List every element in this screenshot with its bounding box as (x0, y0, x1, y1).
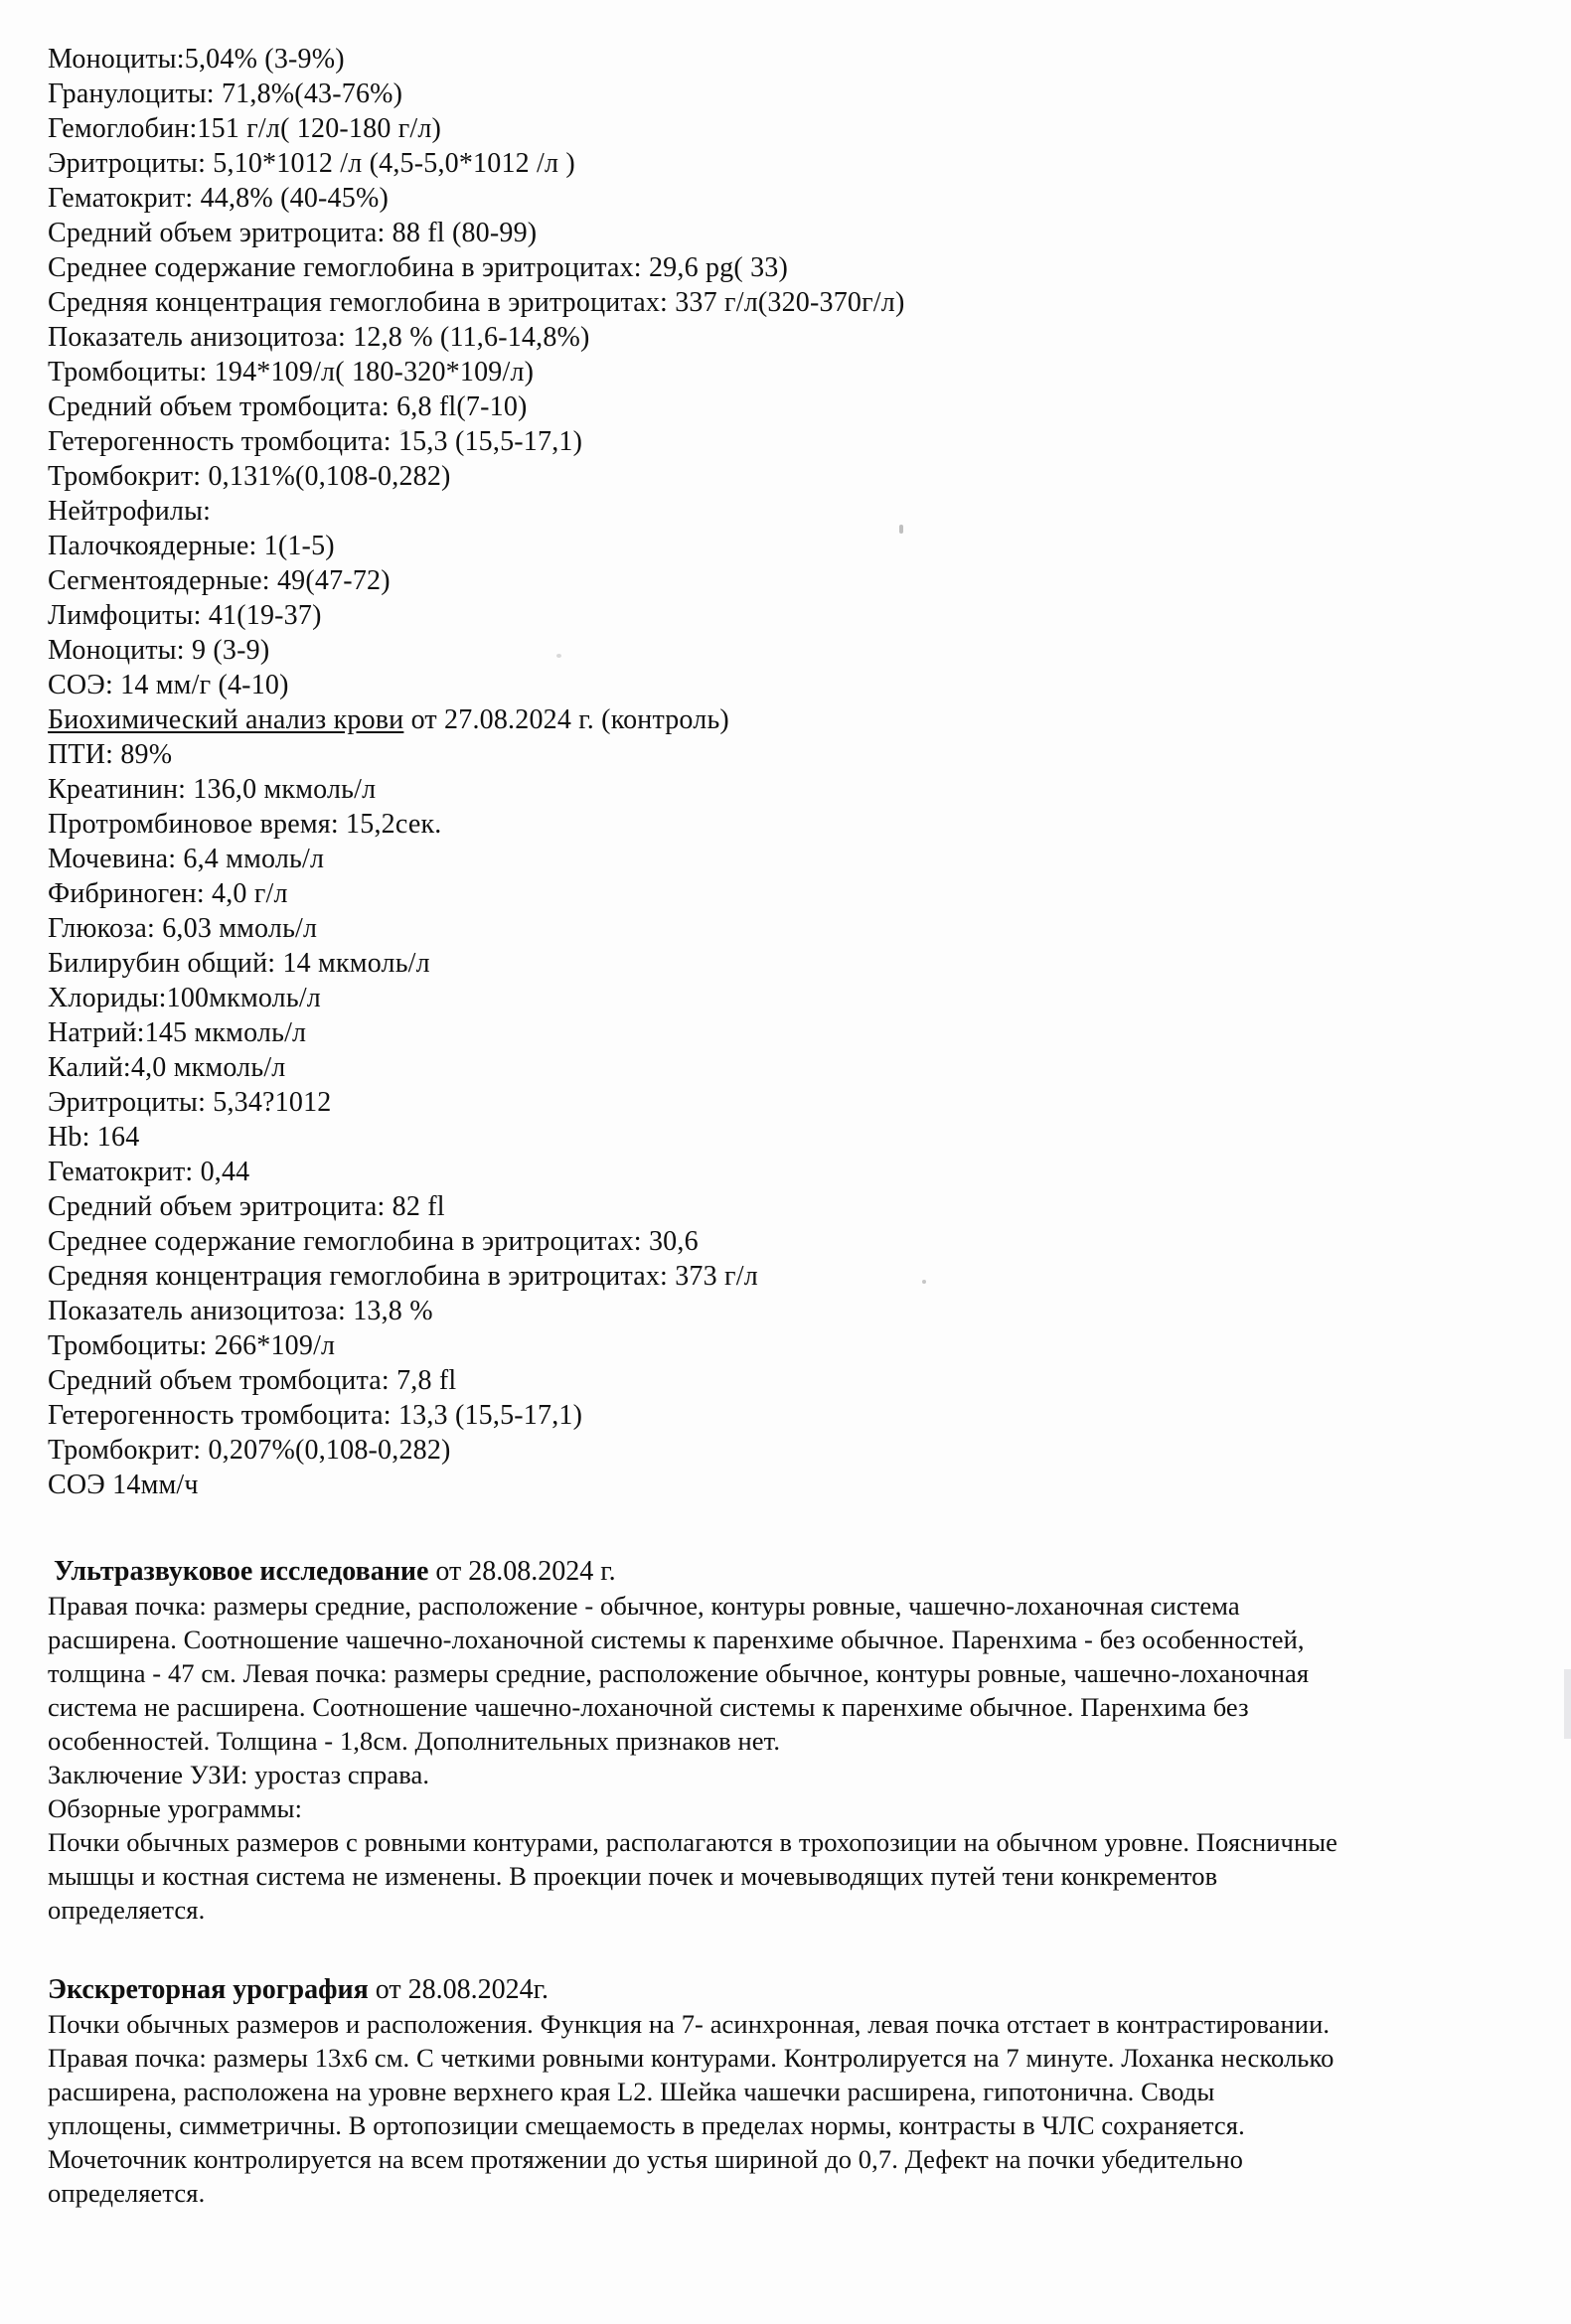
lab-result-line: Гетерогенность тромбоцита: 13,3 (15,5-17,1) (48, 1400, 583, 1431)
lab-result-line: Средний объем тромбоцита: 6,8 fl(7-10) (48, 391, 528, 422)
lab-result-line: Эритроциты: 5,34?1012 (48, 1087, 332, 1118)
lab-result-line: Нейтрофилы: (48, 496, 212, 527)
lab-result-line: Гематокрит: 0,44 (48, 1157, 250, 1187)
lab-result-line: Среднее содержание гемоглобина в эритроцитах: 29,6 pg( 33) (48, 252, 789, 283)
lab-result-line: Палочкоядерные: 1(1-5) (48, 531, 335, 561)
lab-result-line: Протромбиновое время: 15,2сек. (48, 809, 442, 840)
lab-result-line: Гемоглобин:151 г/л( 120-180 г/л) (48, 113, 442, 144)
ultrasound-title: Ультразвуковое исследование (54, 1556, 429, 1587)
ultrasound-finding-line: толщина - 47 см. Левая почка: размеры средние, расположение обычное, контуры ровные, чашечно-лоханочная (48, 1658, 1310, 1688)
lab-results-list (48, 42, 1537, 1502)
ultrasound-date: от 28.08.2024 г. (428, 1556, 616, 1587)
urogram-finding-line: Почки обычных размеров с ровными контурами, располагаются в трохопозиции на обычном уровне. Поясничные (48, 1827, 1338, 1857)
scan-speck (399, 429, 406, 433)
lab-result-line: Хлориды:100мкмоль/л (48, 983, 321, 1013)
urography-finding-line: Почки обычных размеров и расположения. Функция на 7- асинхронная, левая почка отстает в контрастировании. (48, 2009, 1331, 2039)
ultrasound-findings (48, 1589, 1537, 1825)
lab-result-line: СОЭ 14мм/ч (48, 1470, 199, 1500)
lab-result-line: Средний объем тромбоцита: 7,8 fl (48, 1365, 457, 1396)
lab-result-line: Фибриноген: 4,0 г/л (48, 878, 288, 909)
urography-finding-line: Мочеточник контролируется на всем протяжении до устья шириной до 0,7. Дефект на почки убедительно (48, 2144, 1244, 2174)
lab-result-line: Сегментоядерные: 49(47-72) (48, 565, 391, 596)
lab-result-line: Моноциты:5,04% (3-9%) (48, 44, 345, 75)
lab-result-line: Тромбоциты: 194*109/л( 180-320*109/л) (48, 357, 535, 387)
urogram-finding-line: мышцы и костная система не изменены. В проекции почек и мочевыводящих путей тени конкрементов (48, 1861, 1218, 1891)
lab-result-line: Средний объем эритроцита: 88 fl (80-99) (48, 218, 538, 248)
urogram-finding-line: определяется. (48, 1895, 206, 1925)
lab-result-line: Hb: 164 (48, 1122, 140, 1153)
lab-result-line: Среднее содержание гемоглобина в эритроцитах: 30,6 (48, 1226, 699, 1257)
lab-result-line: Гематокрит: 44,8% (40-45%) (48, 183, 390, 214)
lab-result-line: Биохимический анализ крови от 27.08.2024 г. (контроль) (48, 704, 729, 735)
lab-result-line: СОЭ: 14 мм/г (4-10) (48, 670, 289, 700)
urography-finding-line: уплощены, симметричны. В ортопозиции смещаемость в пределах нормы, контрасты в ЧЛС сохраняется. (48, 2110, 1245, 2140)
lab-result-line: Средняя концентрация гемоглобина в эритроцитах: 373 г/л (48, 1261, 758, 1292)
lab-result-line: Лимфоциты: 41(19-37) (48, 600, 322, 631)
ultrasound-finding-line: особенностей. Толщина - 1,8см. Дополнительных признаков нет. (48, 1726, 781, 1756)
lab-result-line: Средний объем эритроцита: 82 fl (48, 1191, 445, 1222)
ultrasound-finding-line: Обзорные урограммы: (48, 1793, 303, 1823)
ultrasound-finding-line: расширена. Соотношение чашечно-лоханочной системы к паренхиме обычное. Паренхима - без особенностей, (48, 1625, 1305, 1654)
urography-section-heading (48, 1972, 1537, 2007)
lab-result-line: Креатинин: 136,0 мкмоль/л (48, 774, 377, 805)
urography-title: Экскреторная урография (48, 1974, 369, 2005)
lab-result-line: Калий:4,0 мкмоль/л (48, 1052, 286, 1083)
ultrasound-finding-line: система не расширена. Соотношение чашечно-лоханочной системы к паренхиме обычное. Паренхима без (48, 1692, 1249, 1722)
lab-result-line: Глюкоза: 6,03 ммоль/л (48, 913, 318, 944)
lab-result-line: Билирубин общий: 14 мкмоль/л (48, 948, 430, 979)
lab-result-line: Показатель анизоцитоза: 13,8 % (48, 1296, 433, 1326)
lab-result-line: Гранулоциты: 71,8%(43-76%) (48, 78, 403, 109)
scan-speck (556, 654, 561, 658)
lab-result-line: Моноциты: 9 (3-9) (48, 635, 270, 666)
scan-edge-artifact (1564, 1669, 1571, 1739)
lab-result-line: Тромбокрит: 0,131%(0,108-0,282) (48, 461, 451, 492)
scan-speck (899, 525, 903, 534)
urography-findings (48, 2007, 1537, 2210)
lab-result-line: Гетерогенность тромбоцита: 15,3 (15,5-17,1) (48, 426, 583, 457)
urography-finding-line: расширена, расположена на уровне верхнего края L2. Шейка чашечки расширена, гипотонична. Своды (48, 2077, 1215, 2106)
scan-speck (922, 1280, 926, 1284)
lab-result-line: Тромбокрит: 0,207%(0,108-0,282) (48, 1435, 451, 1466)
urography-date: от 28.08.2024г. (368, 1974, 549, 2005)
lab-result-line: Натрий:145 мкмоль/л (48, 1017, 307, 1048)
lab-result-line: Мочевина: 6,4 ммоль/л (48, 844, 325, 874)
lab-result-line: Показатель анизоцитоза: 12,8 % (11,6-14,8%) (48, 322, 590, 353)
underlined-text: Биохимический анализ крови (48, 704, 404, 735)
report-content (48, 42, 1537, 2210)
ultrasound-finding-line: Правая почка: размеры средние, расположение - обычное, контуры ровные, чашечно-лоханочная система (48, 1591, 1240, 1621)
ultrasound-finding-line: Заключение УЗИ: уростаз справа. (48, 1760, 430, 1789)
lab-result-line: Эритроциты: 5,10*1012 /л (4,5-5,0*1012 /л ) (48, 148, 575, 179)
urograms-findings (48, 1825, 1537, 1927)
lab-result-line: Средняя концентрация гемоглобина в эритроцитах: 337 г/л(320-370г/л) (48, 287, 905, 318)
lab-result-line: Тромбоциты: 266*109/л (48, 1330, 336, 1361)
urography-finding-line: Правая почка: размеры 13х6 см. С четкими ровными контурами. Контролируется на 7 минуте. Лоханка несколько (48, 2043, 1335, 2073)
lab-result-line: ПТИ: 89% (48, 739, 173, 770)
urography-finding-line: определяется. (48, 2178, 206, 2208)
ultrasound-section-heading (48, 1554, 1537, 1589)
